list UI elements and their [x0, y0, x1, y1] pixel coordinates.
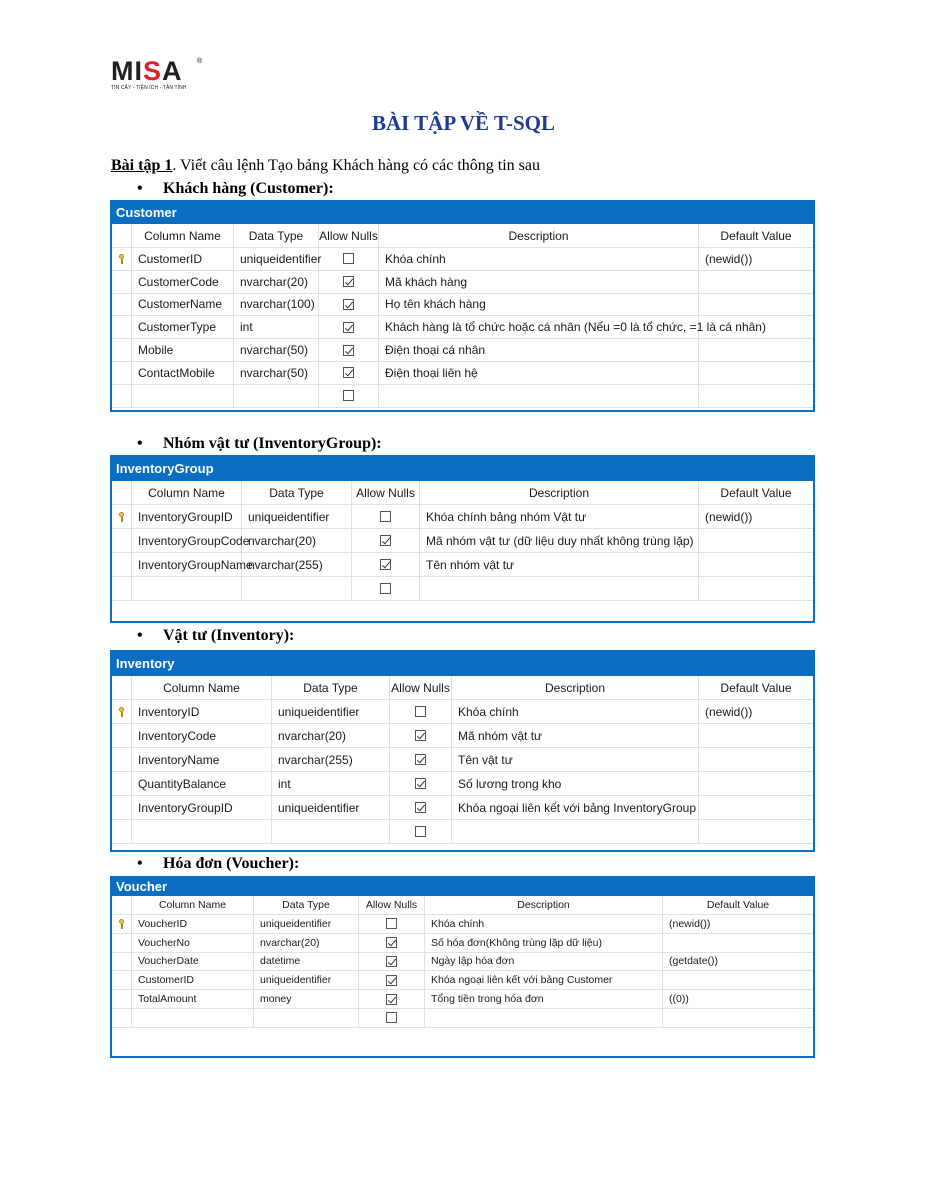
allow-nulls-checkbox[interactable]	[343, 253, 354, 264]
description-cell[interactable]: Khóa chính	[452, 700, 699, 723]
column-name-cell[interactable]: ContactMobile	[132, 362, 234, 384]
table-empty-area	[112, 601, 813, 621]
column-name-cell[interactable]: Mobile	[132, 339, 234, 361]
section-heading: Vật tư (Inventory):	[163, 627, 295, 644]
column-header-default-value[interactable]: Default Value	[720, 680, 792, 695]
allow-nulls-cell	[390, 700, 452, 723]
column-header-default-value[interactable]: Default Value	[720, 485, 792, 500]
table-title: Customer	[112, 202, 813, 224]
misa-logo	[111, 57, 203, 95]
exercise-intro	[111, 157, 540, 175]
data-type-cell[interactable]: nvarchar(20)	[272, 724, 390, 747]
allow-nulls-checkbox[interactable]	[343, 345, 354, 356]
bullet-dot: •	[137, 855, 143, 872]
row-selector[interactable]	[112, 772, 132, 795]
allow-nulls-checkbox[interactable]	[380, 511, 391, 522]
section-bullet	[137, 435, 382, 453]
table-designer	[110, 200, 815, 412]
row-selector-header	[112, 224, 132, 247]
row-selector[interactable]	[112, 362, 132, 384]
allow-nulls-checkbox[interactable]	[386, 956, 397, 967]
table-empty-area	[112, 408, 813, 410]
table-designer	[110, 650, 815, 852]
column-name-cell[interactable]: QuantityBalance	[132, 772, 272, 795]
description-cell[interactable]: Số lương trong kho	[452, 772, 699, 795]
row-selector[interactable]	[112, 724, 132, 747]
column-name-cell[interactable]: CustomerID	[132, 971, 254, 989]
section-bullet	[137, 627, 294, 645]
description-cell[interactable]	[452, 820, 699, 843]
table-row[interactable]	[112, 339, 813, 362]
column-name-cell[interactable]: VoucherID	[132, 915, 254, 933]
row-selector-header	[112, 896, 132, 914]
column-header-allow-nulls[interactable]: Allow Nulls	[352, 481, 420, 504]
page-title: BÀI TẬP VỀ T-SQL	[371, 111, 556, 135]
default-value-cell[interactable]	[663, 1009, 813, 1027]
section-heading: Khách hàng (Customer):	[163, 180, 334, 197]
allow-nulls-checkbox[interactable]	[343, 299, 354, 310]
column-header-row	[112, 676, 813, 700]
row-selector[interactable]	[112, 271, 132, 293]
allow-nulls-checkbox[interactable]	[415, 754, 426, 765]
column-name-cell[interactable]: VoucherNo	[132, 934, 254, 952]
column-header-description[interactable]: Description	[425, 896, 663, 914]
allow-nulls-checkbox[interactable]	[343, 276, 354, 287]
allow-nulls-checkbox[interactable]	[386, 975, 397, 986]
table-row[interactable]	[112, 772, 813, 796]
column-header-column-name[interactable]: Column Name	[132, 676, 272, 699]
allow-nulls-cell	[319, 362, 379, 384]
default-value-cell[interactable]	[699, 294, 813, 316]
column-name-cell[interactable]: VoucherDate	[132, 953, 254, 971]
table-row[interactable]	[112, 577, 813, 601]
allow-nulls-cell	[319, 316, 379, 338]
table-row[interactable]	[112, 271, 813, 294]
data-type-cell[interactable]: nvarchar(255)	[242, 553, 352, 576]
allow-nulls-cell	[390, 796, 452, 819]
column-header-data-type[interactable]: Data Type	[272, 676, 390, 699]
column-name-cell[interactable]	[132, 1009, 254, 1027]
column-name-cell[interactable]: CustomerName	[132, 294, 234, 316]
allow-nulls-cell	[319, 294, 379, 316]
description-cell[interactable]: Họ tên khách hàng	[379, 294, 699, 316]
table-grid	[112, 896, 813, 1056]
data-type-cell[interactable]	[254, 1009, 359, 1027]
column-header-description[interactable]: Description	[420, 481, 699, 504]
allow-nulls-checkbox[interactable]	[386, 1012, 397, 1023]
data-type-cell[interactable]: nvarchar(20)	[234, 271, 319, 293]
logo-wordmark: MISA	[111, 56, 183, 86]
row-selector[interactable]	[112, 294, 132, 316]
row-selector[interactable]	[112, 553, 132, 576]
table-grid	[112, 481, 813, 621]
table-row[interactable]	[112, 915, 813, 934]
allow-nulls-cell	[359, 1009, 425, 1027]
description-cell[interactable]	[420, 577, 699, 600]
column-header-default-value[interactable]: Default Value	[706, 899, 770, 911]
row-selector[interactable]	[112, 316, 132, 338]
allow-nulls-checkbox[interactable]	[386, 994, 397, 1005]
table-row[interactable]	[112, 724, 813, 748]
data-type-cell[interactable]: nvarchar(20)	[254, 934, 359, 952]
column-header-column-name[interactable]: Column Name	[132, 896, 254, 914]
data-type-cell[interactable]	[242, 577, 352, 600]
row-selector[interactable]	[112, 748, 132, 771]
column-header-allow-nulls[interactable]: Allow Nulls	[359, 896, 425, 914]
description-cell[interactable]: Tên nhóm vật tư	[420, 553, 699, 576]
default-value-cell[interactable]	[699, 385, 813, 407]
table-row[interactable]	[112, 294, 813, 317]
data-type-cell[interactable]: uniqueidentifier	[272, 700, 390, 723]
allow-nulls-cell	[390, 772, 452, 795]
allow-nulls-cell	[359, 971, 425, 989]
row-selector[interactable]	[112, 934, 132, 952]
allow-nulls-checkbox[interactable]	[386, 918, 397, 929]
table-row[interactable]	[112, 248, 813, 271]
allow-nulls-cell	[319, 339, 379, 361]
data-type-cell[interactable]: uniqueidentifier	[272, 796, 390, 819]
allow-nulls-checkbox[interactable]	[415, 778, 426, 789]
column-header-row	[112, 481, 813, 505]
data-type-cell[interactable]: nvarchar(100)	[234, 294, 319, 316]
description-cell[interactable]: Ngày lập hóa đơn	[425, 953, 663, 971]
default-value-cell[interactable]: (getdate())	[669, 955, 719, 968]
description-cell[interactable]	[379, 385, 699, 407]
allow-nulls-checkbox[interactable]	[343, 367, 354, 378]
column-name-cell[interactable]: InventoryCode	[132, 724, 272, 747]
row-selector[interactable]	[112, 577, 132, 600]
table-row[interactable]	[112, 505, 813, 529]
column-name-cell[interactable]: CustomerCode	[132, 271, 234, 293]
column-header-row	[112, 224, 813, 248]
primary-key-icon	[118, 254, 126, 264]
column-name-cell[interactable]: TotalAmount	[132, 990, 254, 1008]
column-header-column-name[interactable]: Column Name	[132, 224, 234, 247]
row-selector[interactable]	[112, 915, 132, 933]
description-cell[interactable]: Khóa ngoại liên kết với bảng Customer	[425, 971, 663, 989]
table-grid	[112, 676, 813, 850]
default-value-cell[interactable]	[699, 339, 813, 361]
allow-nulls-cell	[319, 248, 379, 270]
column-name-cell[interactable]: InventoryGroupName	[132, 553, 242, 576]
exercise-label: Bài tập 1	[111, 157, 173, 174]
default-value-cell[interactable]	[699, 577, 813, 600]
column-header-description[interactable]: Description	[379, 224, 699, 247]
row-selector[interactable]	[112, 796, 132, 819]
data-type-cell[interactable]	[272, 820, 390, 843]
column-name-cell[interactable]	[132, 820, 272, 843]
allow-nulls-cell	[359, 990, 425, 1008]
row-selector[interactable]	[112, 385, 132, 407]
allow-nulls-cell	[390, 724, 452, 747]
column-name-cell[interactable]: InventoryGroupID	[132, 796, 272, 819]
data-type-cell[interactable]: int	[272, 772, 390, 795]
primary-key-icon	[118, 919, 126, 929]
data-type-cell[interactable]: uniqueidentifier	[234, 248, 319, 270]
description-cell[interactable]: Tên vật tư	[452, 748, 699, 771]
table-row[interactable]	[112, 748, 813, 772]
data-type-cell[interactable]: nvarchar(50)	[234, 339, 319, 361]
table-empty-area	[112, 844, 813, 850]
description-cell[interactable]: Số hóa đơn(Không trùng lặp dữ liệu)	[425, 934, 663, 952]
default-value-cell[interactable]	[699, 748, 813, 771]
allow-nulls-checkbox[interactable]	[415, 826, 426, 837]
row-selector[interactable]	[112, 700, 132, 723]
column-name-cell[interactable]: InventoryName	[132, 748, 272, 771]
bullet-dot: •	[137, 180, 143, 197]
table-row[interactable]	[112, 362, 813, 385]
row-selector-header	[112, 676, 132, 699]
column-name-cell[interactable]: InventoryGroupCode	[132, 529, 242, 552]
column-header-default-value[interactable]: Default Value	[720, 228, 792, 243]
allow-nulls-checkbox[interactable]	[415, 730, 426, 741]
default-value-cell[interactable]	[699, 772, 813, 795]
section-heading: Hóa đơn (Voucher):	[163, 855, 300, 872]
description-cell[interactable]: Điện thoại liên hệ	[379, 362, 699, 384]
allow-nulls-cell	[359, 915, 425, 933]
allow-nulls-cell	[352, 577, 420, 600]
row-selector[interactable]	[112, 953, 132, 971]
default-value-cell[interactable]	[699, 796, 813, 819]
table-title: Voucher	[112, 878, 813, 896]
table-row[interactable]	[112, 385, 813, 408]
description-cell[interactable]: Mã nhóm vật tư	[452, 724, 699, 747]
data-type-cell[interactable]: uniqueidentifier	[254, 971, 359, 989]
allow-nulls-checkbox[interactable]	[343, 390, 354, 401]
column-header-data-type[interactable]: Data Type	[234, 224, 319, 247]
default-value-cell[interactable]	[699, 553, 813, 576]
data-type-cell[interactable]: uniqueidentifier	[242, 505, 352, 528]
default-value-cell[interactable]	[699, 529, 813, 552]
description-cell[interactable]: Khách hàng là tổ chức hoặc cá nhân (Nếu =0 là tổ chức, =1 là cá nhân)	[379, 316, 699, 338]
description-cell[interactable]: Mã khách hàng	[379, 271, 699, 293]
description-cell[interactable]: Khóa chính	[425, 915, 663, 933]
data-type-cell[interactable]	[234, 385, 319, 407]
default-value-cell[interactable]: (newid())	[705, 509, 753, 524]
allow-nulls-cell	[390, 820, 452, 843]
allow-nulls-cell	[390, 748, 452, 771]
bullet-dot: •	[137, 435, 143, 452]
default-value-cell[interactable]	[699, 820, 813, 843]
table-empty-area	[112, 1028, 813, 1056]
data-type-cell[interactable]: nvarchar(20)	[242, 529, 352, 552]
description-cell[interactable]: Khóa chính	[379, 248, 699, 270]
primary-key-icon	[118, 707, 126, 717]
column-name-cell[interactable]	[132, 385, 234, 407]
default-value-cell[interactable]	[663, 934, 813, 952]
column-name-cell[interactable]: InventoryGroupID	[132, 505, 242, 528]
column-name-cell[interactable]	[132, 577, 242, 600]
allow-nulls-cell	[359, 934, 425, 952]
default-value-cell[interactable]	[699, 316, 813, 338]
allow-nulls-checkbox[interactable]	[415, 802, 426, 813]
registered-mark: ®	[197, 58, 203, 65]
allow-nulls-cell	[319, 385, 379, 407]
default-value-cell[interactable]: ((0))	[669, 993, 689, 1006]
table-designer	[110, 876, 815, 1058]
description-cell[interactable]: Điện thoại cá nhân	[379, 339, 699, 361]
row-selector[interactable]	[112, 820, 132, 843]
section-bullet	[137, 855, 299, 873]
row-selector[interactable]	[112, 971, 132, 989]
allow-nulls-cell	[352, 529, 420, 552]
table-designer	[110, 455, 815, 623]
allow-nulls-cell	[319, 271, 379, 293]
data-type-cell[interactable]: int	[234, 316, 319, 338]
column-header-description[interactable]: Description	[452, 676, 699, 699]
table-row[interactable]	[112, 553, 813, 577]
exercise-text: . Viết câu lệnh Tạo bảng Khách hàng có các thông tin sau	[172, 157, 541, 174]
allow-nulls-checkbox[interactable]	[415, 706, 426, 717]
default-value-cell[interactable]	[663, 971, 813, 989]
table-title: InventoryGroup	[112, 457, 813, 481]
data-type-cell[interactable]: money	[254, 990, 359, 1008]
column-name-cell[interactable]: CustomerID	[132, 248, 234, 270]
allow-nulls-cell	[352, 505, 420, 528]
column-name-cell[interactable]: CustomerType	[132, 316, 234, 338]
column-name-cell[interactable]: InventoryID	[132, 700, 272, 723]
row-selector[interactable]	[112, 529, 132, 552]
allow-nulls-cell	[359, 953, 425, 971]
default-value-cell[interactable]	[699, 271, 813, 293]
table-row[interactable]	[112, 700, 813, 724]
description-cell[interactable]: Khóa ngoại liên kết với bảng InventoryGroup	[452, 796, 699, 819]
table-title: Inventory	[112, 652, 813, 676]
row-selector-header	[112, 481, 132, 504]
column-header-data-type[interactable]: Data Type	[242, 481, 352, 504]
default-value-cell[interactable]	[699, 724, 813, 747]
column-header-allow-nulls[interactable]: Allow Nulls	[319, 224, 379, 247]
allow-nulls-checkbox[interactable]	[343, 322, 354, 333]
data-type-cell[interactable]: datetime	[254, 953, 359, 971]
default-value-cell[interactable]: (newid())	[669, 917, 711, 930]
table-row[interactable]	[112, 934, 813, 953]
row-selector[interactable]	[112, 990, 132, 1008]
data-type-cell[interactable]: uniqueidentifier	[254, 915, 359, 933]
data-type-cell[interactable]: nvarchar(255)	[272, 748, 390, 771]
allow-nulls-checkbox[interactable]	[386, 937, 397, 948]
primary-key-icon	[118, 512, 126, 522]
table-grid	[112, 224, 813, 410]
allow-nulls-checkbox[interactable]	[380, 535, 391, 546]
table-row[interactable]	[112, 529, 813, 553]
table-row[interactable]	[112, 316, 813, 339]
default-value-cell[interactable]: (newid())	[705, 704, 753, 719]
description-cell[interactable]: Khóa chính bảng nhóm Vật tư	[420, 505, 699, 528]
table-row[interactable]	[112, 953, 813, 972]
logo-tagline: TIN CẬY - TIỆN ÍCH - TẬN TÌNH	[111, 85, 187, 91]
table-row[interactable]	[112, 1009, 813, 1028]
row-selector[interactable]	[112, 505, 132, 528]
description-cell[interactable]	[425, 1009, 663, 1027]
description-cell[interactable]: Tổng tiền trong hóa đơn	[425, 990, 663, 1008]
table-row[interactable]	[112, 971, 813, 990]
table-row[interactable]	[112, 796, 813, 820]
column-header-allow-nulls[interactable]: Allow Nulls	[390, 676, 452, 699]
allow-nulls-checkbox[interactable]	[380, 559, 391, 570]
allow-nulls-checkbox[interactable]	[380, 583, 391, 594]
column-header-column-name[interactable]: Column Name	[132, 481, 242, 504]
row-selector[interactable]	[112, 1009, 132, 1027]
row-selector[interactable]	[112, 339, 132, 361]
table-row[interactable]	[112, 820, 813, 844]
default-value-cell[interactable]: (newid())	[705, 251, 753, 266]
description-cell[interactable]: Mã nhóm vật tư (dữ liệu duy nhất không trùng lặp)	[420, 529, 699, 552]
column-header-data-type[interactable]: Data Type	[254, 896, 359, 914]
bullet-dot: •	[137, 627, 143, 644]
section-bullet	[137, 180, 334, 198]
default-value-cell[interactable]	[699, 362, 813, 384]
section-heading: Nhóm vật tư (InventoryGroup):	[163, 435, 382, 452]
row-selector[interactable]	[112, 248, 132, 270]
column-header-row	[112, 896, 813, 915]
table-row[interactable]	[112, 990, 813, 1009]
data-type-cell[interactable]: nvarchar(50)	[234, 362, 319, 384]
allow-nulls-cell	[352, 553, 420, 576]
